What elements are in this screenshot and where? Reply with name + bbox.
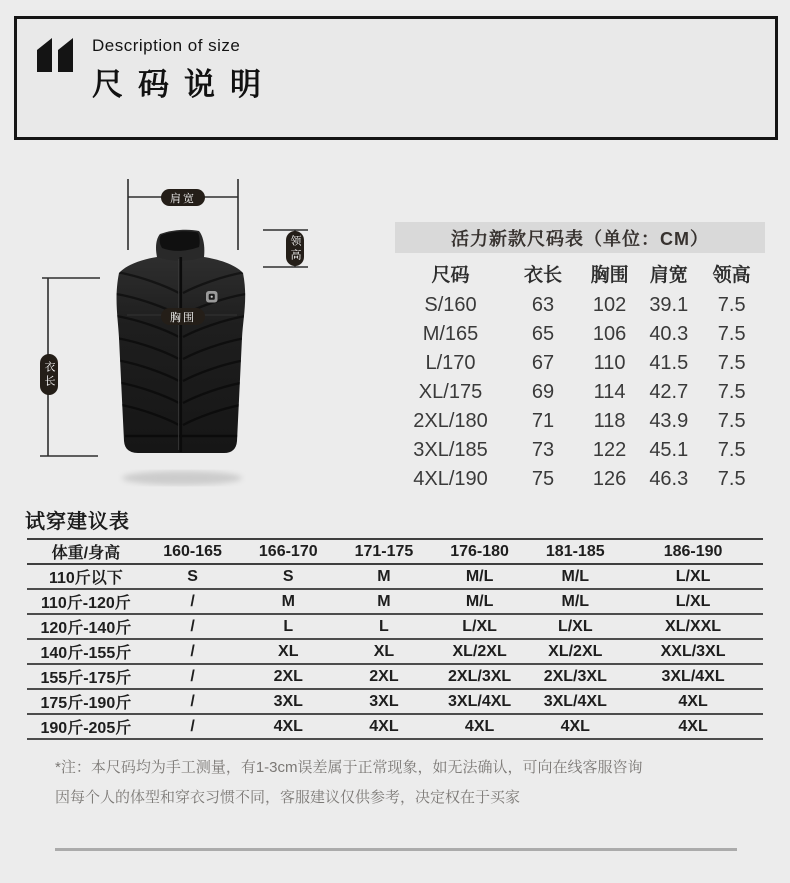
fit_table-column-header: 体重/身高 [27,539,145,564]
size_table-cell: 65 [531,323,555,345]
size_table-cell: 7.5 [717,439,746,461]
quote-marks-icon [37,38,75,72]
fit_table-cell: 3XL/4XL [527,689,623,714]
header-title-zh: 尺码说明 [92,67,276,102]
size_table-cell: 41.5 [649,352,689,374]
header-banner [14,16,778,140]
size_table-cell: 114 [593,381,626,403]
header-title-en: Description of size [92,36,241,55]
fit_table-row [27,714,763,739]
fit_table-cell: / [145,589,241,614]
size_table-cell: 39.1 [649,294,689,316]
fit_table-cell: XL [240,639,336,664]
size_table-cell: 7.5 [717,410,746,432]
fit_table-cell: XXL/3XL [623,639,763,664]
fit_table-cell: 3XL [240,689,336,714]
fit_table-cell: 110斤以下 [27,564,145,589]
fit_table-cell: / [145,664,241,689]
fit_table-cell: 3XL/4XL [623,664,763,689]
size_table-cell: XL/175 [418,381,483,403]
chest-label: 胸围 [161,308,205,325]
fit_table-cell: M [240,589,336,614]
fit_table-cell: 4XL [336,714,432,739]
fit_table-cell: / [145,714,241,739]
fit_table-row [27,614,763,639]
fit_table-cell: M/L [527,589,623,614]
fit_table-cell: L/XL [527,614,623,639]
fit_table-cell: L/XL [623,564,763,589]
size_table-cell: 71 [531,410,555,432]
fit_table-row [27,564,763,589]
fit_table-cell: 120斤-140斤 [27,614,145,639]
fit_table-cell: XL/2XL [432,639,528,664]
size_table-cell: 4XL/190 [413,468,488,490]
size_table-column-header: 领高 [712,264,751,286]
fit_table-cell: XL/XXL [623,614,763,639]
fit_table-cell: M/L [432,564,528,589]
size_table-cell: L/170 [425,352,476,374]
size_table-row [395,407,765,436]
size_table-cell: 102 [592,294,627,316]
size_table-cell: 106 [592,323,627,345]
fit_table-cell: L/XL [623,589,763,614]
footer-note [55,753,745,813]
size_table-cell: 7.5 [717,294,746,316]
vest-collar-inner [160,231,200,251]
fit_table-cell: XL/2XL [527,639,623,664]
size-table [395,255,765,494]
size_table-cell: 2XL/180 [413,410,488,432]
size_table-cell: 7.5 [717,323,746,345]
size_table-cell: 3XL/185 [413,439,488,461]
fit_table-cell: M/L [432,589,528,614]
fit_table-column-header: 181-185 [527,539,623,564]
fit_table-cell: 3XL [336,689,432,714]
size_table-cell: 43.9 [649,410,689,432]
size_table-cell: 67 [531,352,555,374]
fit_table-cell: / [145,614,241,639]
note-line-2: 因每个人的体型和穿衣习惯不同，客服建议仅供参考，决定权在于买家 [55,789,521,806]
fit_table-cell: M/L [527,564,623,589]
size_table-cell: 69 [531,381,555,403]
fit-table [27,538,763,740]
vest-zipper [180,257,183,452]
bottom-divider [55,848,737,851]
fit_table-cell: 4XL [623,689,763,714]
size_table-cell: 122 [592,439,627,461]
size_table-row [395,349,765,378]
garment-length-label: 衣长 [40,354,58,395]
size_table-row [395,378,765,407]
size_table-cell: 73 [531,439,555,461]
fit_table-cell: 110斤-120斤 [27,589,145,614]
collar-height-label: 领高 [286,231,304,266]
fit_table-column-header: 166-170 [240,539,336,564]
size_table-cell: 40.3 [649,323,689,345]
fit-table-title: 试穿建议表 [25,511,130,533]
size_table-cell: 7.5 [717,352,746,374]
size-table-panel [395,222,765,494]
size_table-column-header: 衣长 [523,264,562,286]
fit_table-cell: 175斤-190斤 [27,689,145,714]
fit_table-cell: M [336,564,432,589]
fit_table-cell: 2XL/3XL [527,664,623,689]
size_table-cell: 126 [592,468,627,490]
size_table-cell: 110 [593,352,626,374]
size_table-cell: 63 [531,294,555,316]
fit_table-cell: 2XL [240,664,336,689]
fit_table-cell: 155斤-175斤 [27,664,145,689]
fit_table-cell: / [145,689,241,714]
size_table-row [395,465,765,494]
fit_table-cell: S [145,564,241,589]
vest-illustration [20,160,380,500]
note-line-1: *注：本尺码均为手工测量，有1-3cm误差属于正常现象，如无法确认，可向在线客服咨询 [55,759,643,776]
size_table-header-row [395,255,765,291]
size-table-title: 活力新款尺码表（单位：CM） [395,222,765,253]
fit_table-column-header: 176-180 [432,539,528,564]
vest-drawing [20,160,380,500]
size_table-cell: 75 [531,468,555,490]
size_table-cell: M/165 [422,323,479,345]
fit_table-header-row [27,539,763,564]
fit_table-cell: XL [336,639,432,664]
fit_table-cell: 4XL [240,714,336,739]
fit_table-cell: 2XL [336,664,432,689]
fit_table-column-header: 186-190 [623,539,763,564]
vest-shadow [122,471,242,485]
size_table-cell: 42.7 [649,381,689,403]
fit_table-row [27,639,763,664]
fit_table-cell: S [240,564,336,589]
fit_table-cell: L [240,614,336,639]
size_table-cell: 118 [593,410,626,432]
fit_table-row [27,664,763,689]
fit_table-cell: 3XL/4XL [432,689,528,714]
fit_table-cell: 4XL [623,714,763,739]
size_table-cell: S/160 [424,294,477,316]
fit_table-cell: 2XL/3XL [432,664,528,689]
fit_table-column-header: 171-175 [336,539,432,564]
size_table-cell: 7.5 [717,381,746,403]
heat-button [206,291,218,303]
fit_table-cell: M [336,589,432,614]
size_table-cell: 45.1 [649,439,689,461]
fit_table-row [27,689,763,714]
fit_table-cell: / [145,639,241,664]
size_table-cell: 46.3 [649,468,689,490]
size_table-column-header: 胸围 [590,264,629,286]
header-text-block [92,36,276,104]
fit_table-cell: L [336,614,432,639]
fit_table-cell: 140斤-155斤 [27,639,145,664]
size_table-row [395,320,765,349]
fit_table-row [27,589,763,614]
size_table-column-header: 肩宽 [649,264,688,286]
size_table-row [395,436,765,465]
size_table-row [395,291,765,320]
fit_table-cell: 190斤-205斤 [27,714,145,739]
fit_table-cell: 4XL [527,714,623,739]
fit_table-column-header: 160-165 [145,539,241,564]
size_table-cell: 7.5 [717,468,746,490]
shoulder-width-label: 肩宽 [161,189,205,206]
fit-table-panel [27,538,763,740]
fit_table-cell: L/XL [432,614,528,639]
fit_table-cell: 4XL [432,714,528,739]
size_table-column-header: 尺码 [431,264,470,286]
